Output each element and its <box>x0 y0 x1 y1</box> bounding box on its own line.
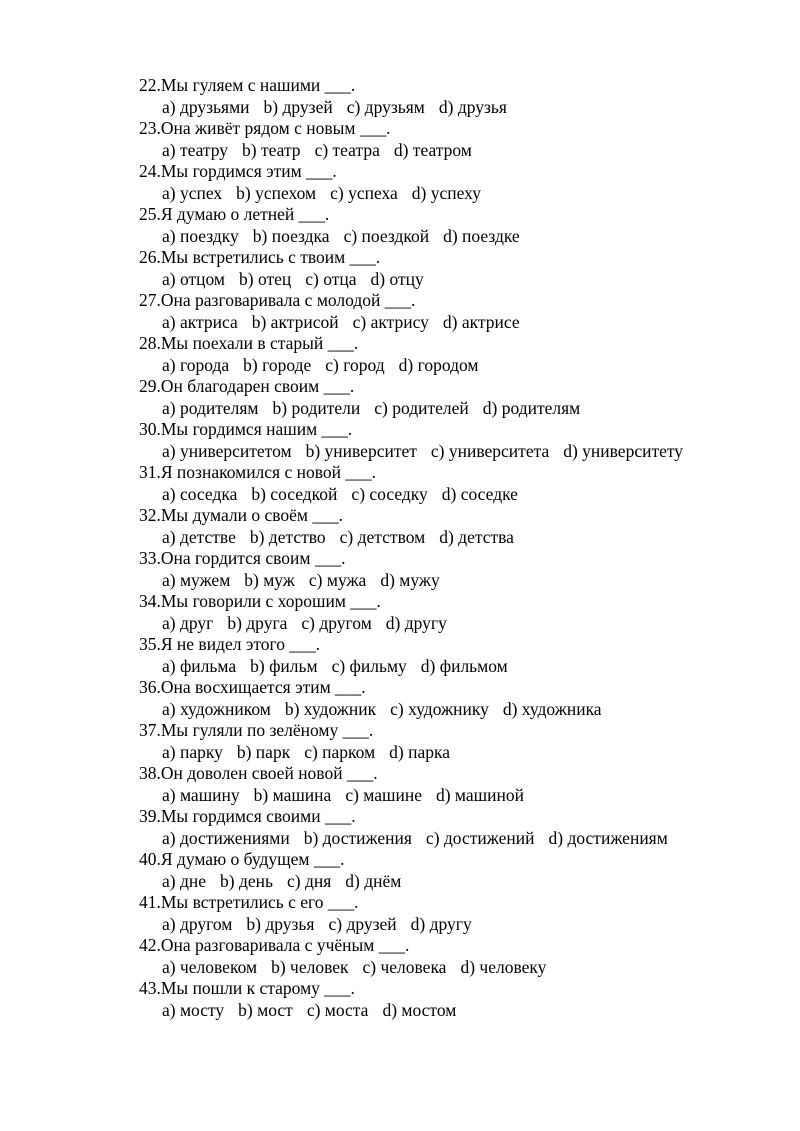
question-item <box>139 204 779 247</box>
question-number: 41. <box>139 892 161 912</box>
answer-option: d) достижениям <box>548 827 668 848</box>
question-line <box>139 118 779 140</box>
question-line <box>139 247 779 269</box>
answer-options <box>139 914 779 936</box>
question-line <box>139 935 779 957</box>
question-number: 36. <box>139 677 161 697</box>
answer-option: a) машину <box>162 784 240 805</box>
answer-options <box>139 656 779 678</box>
answer-option: c) университета <box>430 440 550 461</box>
answer-option: d) родителям <box>482 397 581 418</box>
answer-option: d) университету <box>563 440 684 461</box>
answer-options <box>139 699 779 721</box>
question-line <box>139 462 779 484</box>
question-line <box>139 548 779 570</box>
answer-option: a) отцом <box>162 268 225 289</box>
question-text: Мы гордимся нашим ___. <box>160 419 353 439</box>
question-item <box>139 75 779 118</box>
answer-option: c) моста <box>306 999 369 1020</box>
question-number: 38. <box>139 763 161 783</box>
answer-option: a) города <box>162 354 230 375</box>
answer-option: d) театром <box>393 139 472 160</box>
question-line <box>139 978 779 1000</box>
question-list <box>139 75 779 1021</box>
question-number: 26. <box>139 247 161 267</box>
question-text: Я думаю о летней ___. <box>160 204 330 224</box>
question-line <box>139 591 779 613</box>
answer-option: c) машине <box>345 784 422 805</box>
question-number: 35. <box>139 634 161 654</box>
question-line <box>139 806 779 828</box>
question-text: Он доволен своей новой ___. <box>160 763 378 783</box>
answer-option: b) художник <box>284 698 377 719</box>
question-item <box>139 333 779 376</box>
answer-options <box>139 613 779 635</box>
answer-option: a) друг <box>162 612 214 633</box>
question-text: Мы гуляли по зелёному ___. <box>160 720 374 740</box>
question-text: Мы поехали в старый ___. <box>160 333 359 353</box>
question-number: 22. <box>139 75 161 95</box>
answer-option: b) человек <box>271 956 349 977</box>
question-line <box>139 161 779 183</box>
question-item <box>139 247 779 290</box>
question-item <box>139 677 779 720</box>
question-line <box>139 333 779 355</box>
answer-option: a) успех <box>162 182 223 203</box>
question-item <box>139 634 779 677</box>
answer-option: b) городе <box>243 354 312 375</box>
question-item <box>139 376 779 419</box>
answer-options <box>139 269 779 291</box>
question-number: 34. <box>139 591 161 611</box>
answer-option: b) фильм <box>250 655 318 676</box>
question-item <box>139 720 779 763</box>
answer-options <box>139 527 779 549</box>
question-line <box>139 376 779 398</box>
answer-option: a) поездку <box>162 225 239 246</box>
answer-option: d) соседке <box>441 483 518 504</box>
answer-option: b) театр <box>242 139 301 160</box>
answer-option: b) парк <box>236 741 291 762</box>
answer-option: c) фильму <box>331 655 407 676</box>
answer-option: c) парком <box>304 741 376 762</box>
answer-option: d) актрисе <box>442 311 520 332</box>
question-text: Она гордится своим ___. <box>160 548 346 568</box>
answer-options <box>139 484 779 506</box>
answer-options <box>139 97 779 119</box>
answer-options <box>139 355 779 377</box>
answer-option: d) мужу <box>380 569 440 590</box>
answer-options <box>139 871 779 893</box>
answer-option: b) детство <box>249 526 326 547</box>
answer-option: c) успеха <box>330 182 398 203</box>
answer-option: b) мост <box>238 999 293 1020</box>
answer-options <box>139 226 779 248</box>
question-line <box>139 75 779 97</box>
answer-option: b) успехом <box>236 182 317 203</box>
answer-option: a) университетом <box>162 440 292 461</box>
question-text: Мы гордимся своими ___. <box>160 806 356 826</box>
answer-option: c) дня <box>287 870 332 891</box>
question-line <box>139 290 779 312</box>
answer-option: a) мужем <box>162 569 231 590</box>
answer-option: a) актриса <box>162 311 238 332</box>
answer-option: d) человеку <box>460 956 547 977</box>
answer-option: a) художником <box>162 698 271 719</box>
answer-option: d) другу <box>410 913 472 934</box>
question-item <box>139 935 779 978</box>
answer-options <box>139 1000 779 1022</box>
answer-option: d) отцу <box>370 268 424 289</box>
answer-options <box>139 441 779 463</box>
question-item <box>139 419 779 462</box>
question-line <box>139 204 779 226</box>
answer-option: c) детством <box>339 526 426 547</box>
question-line <box>139 677 779 699</box>
question-number: 23. <box>139 118 161 138</box>
answer-option: c) человека <box>362 956 447 977</box>
answer-option: c) театра <box>314 139 380 160</box>
question-number: 39. <box>139 806 161 826</box>
question-number: 31. <box>139 462 161 482</box>
question-text: Он благодарен своим ___. <box>160 376 355 396</box>
answer-option: c) отца <box>305 268 357 289</box>
answer-option: b) муж <box>244 569 295 590</box>
answer-option: c) город <box>325 354 385 375</box>
answer-option: d) друзья <box>438 96 507 117</box>
question-number: 42. <box>139 935 161 955</box>
question-item <box>139 763 779 806</box>
question-item <box>139 548 779 591</box>
question-text: Мы встретились с его ___. <box>160 892 359 912</box>
answer-options <box>139 828 779 850</box>
answer-option: c) художнику <box>390 698 489 719</box>
answer-option: b) родители <box>272 397 361 418</box>
answer-option: a) парку <box>162 741 223 762</box>
answer-option: a) достижениями <box>162 827 290 848</box>
answer-option: d) художника <box>502 698 602 719</box>
answer-option: c) поездкой <box>343 225 430 246</box>
answer-option: d) поездке <box>443 225 520 246</box>
answer-option: d) фильмом <box>420 655 508 676</box>
question-line <box>139 419 779 441</box>
question-text: Мы говорили с хорошим ___. <box>160 591 381 611</box>
question-text: Она разговаривала с учёным ___. <box>160 935 410 955</box>
question-item <box>139 290 779 333</box>
answer-option: c) соседку <box>351 483 428 504</box>
question-item <box>139 978 779 1021</box>
answer-option: d) мостом <box>382 999 457 1020</box>
answer-option: b) достижения <box>303 827 412 848</box>
answer-option: a) дне <box>162 870 207 891</box>
question-line <box>139 634 779 656</box>
answer-option: b) соседкой <box>251 483 338 504</box>
question-text: Она восхищается этим ___. <box>160 677 366 697</box>
answer-option: d) парка <box>389 741 451 762</box>
answer-option: a) соседка <box>162 483 238 504</box>
answer-option: c) актрису <box>352 311 429 332</box>
answer-option: c) мужа <box>308 569 367 590</box>
answer-option: b) университет <box>305 440 417 461</box>
question-number: 28. <box>139 333 161 353</box>
question-number: 30. <box>139 419 161 439</box>
question-item <box>139 849 779 892</box>
answer-options <box>139 742 779 764</box>
answer-option: b) друзья <box>246 913 315 934</box>
question-item <box>139 118 779 161</box>
answer-options <box>139 957 779 979</box>
question-item <box>139 806 779 849</box>
question-number: 32. <box>139 505 161 525</box>
question-line <box>139 505 779 527</box>
question-text: Я не видел этого ___. <box>160 634 321 654</box>
question-number: 33. <box>139 548 161 568</box>
question-line <box>139 892 779 914</box>
answer-option: c) друзьям <box>346 96 425 117</box>
question-number: 27. <box>139 290 161 310</box>
answer-option: d) машиной <box>435 784 524 805</box>
question-line <box>139 720 779 742</box>
answer-option: b) отец <box>239 268 292 289</box>
question-number: 43. <box>139 978 161 998</box>
question-text: Мы гуляем с нашими ___. <box>160 75 356 95</box>
answer-options <box>139 785 779 807</box>
question-text: Мы встретились с твоим ___. <box>160 247 381 267</box>
answer-option: c) достижений <box>425 827 535 848</box>
question-text: Мы гордимся этим ___. <box>160 161 337 181</box>
question-item <box>139 505 779 548</box>
question-text: Я думаю о будущем ___. <box>160 849 345 869</box>
answer-options <box>139 312 779 334</box>
question-text: Она живёт рядом с новым ___. <box>160 118 391 138</box>
answer-options <box>139 398 779 420</box>
answer-option: a) родителям <box>162 397 259 418</box>
answer-option: d) успеху <box>411 182 481 203</box>
question-item <box>139 591 779 634</box>
answer-option: d) днём <box>345 870 402 891</box>
question-number: 40. <box>139 849 161 869</box>
question-text: Она разговаривала с молодой ___. <box>160 290 416 310</box>
answer-option: a) друзьями <box>162 96 250 117</box>
answer-option: a) детстве <box>162 526 236 547</box>
question-number: 29. <box>139 376 161 396</box>
answer-option: b) друга <box>227 612 288 633</box>
answer-option: a) фильма <box>162 655 237 676</box>
answer-option: a) человеком <box>162 956 258 977</box>
question-text: Мы пошли к старому ___. <box>160 978 355 998</box>
answer-options <box>139 140 779 162</box>
question-number: 37. <box>139 720 161 740</box>
question-item <box>139 462 779 505</box>
answer-option: b) поездка <box>252 225 330 246</box>
answer-option: d) детства <box>439 526 514 547</box>
question-number: 25. <box>139 204 161 224</box>
question-text: Я познакомился с новой ___. <box>160 462 376 482</box>
answer-option: a) другом <box>162 913 233 934</box>
answer-option: d) другу <box>385 612 447 633</box>
answer-option: c) другом <box>301 612 372 633</box>
answer-option: a) театру <box>162 139 229 160</box>
answer-option: c) родителей <box>374 397 469 418</box>
answer-option: b) друзей <box>263 96 333 117</box>
question-line <box>139 763 779 785</box>
question-item <box>139 892 779 935</box>
answer-option: c) друзей <box>328 913 397 934</box>
answer-option: d) городом <box>398 354 479 375</box>
answer-option: b) машина <box>253 784 332 805</box>
question-text: Мы думали о своём ___. <box>160 505 343 525</box>
question-line <box>139 849 779 871</box>
answer-option: b) актрисой <box>251 311 339 332</box>
question-item <box>139 161 779 204</box>
answer-option: b) день <box>220 870 273 891</box>
answer-options <box>139 183 779 205</box>
answer-options <box>139 570 779 592</box>
question-number: 24. <box>139 161 161 181</box>
answer-option: a) мосту <box>162 999 225 1020</box>
